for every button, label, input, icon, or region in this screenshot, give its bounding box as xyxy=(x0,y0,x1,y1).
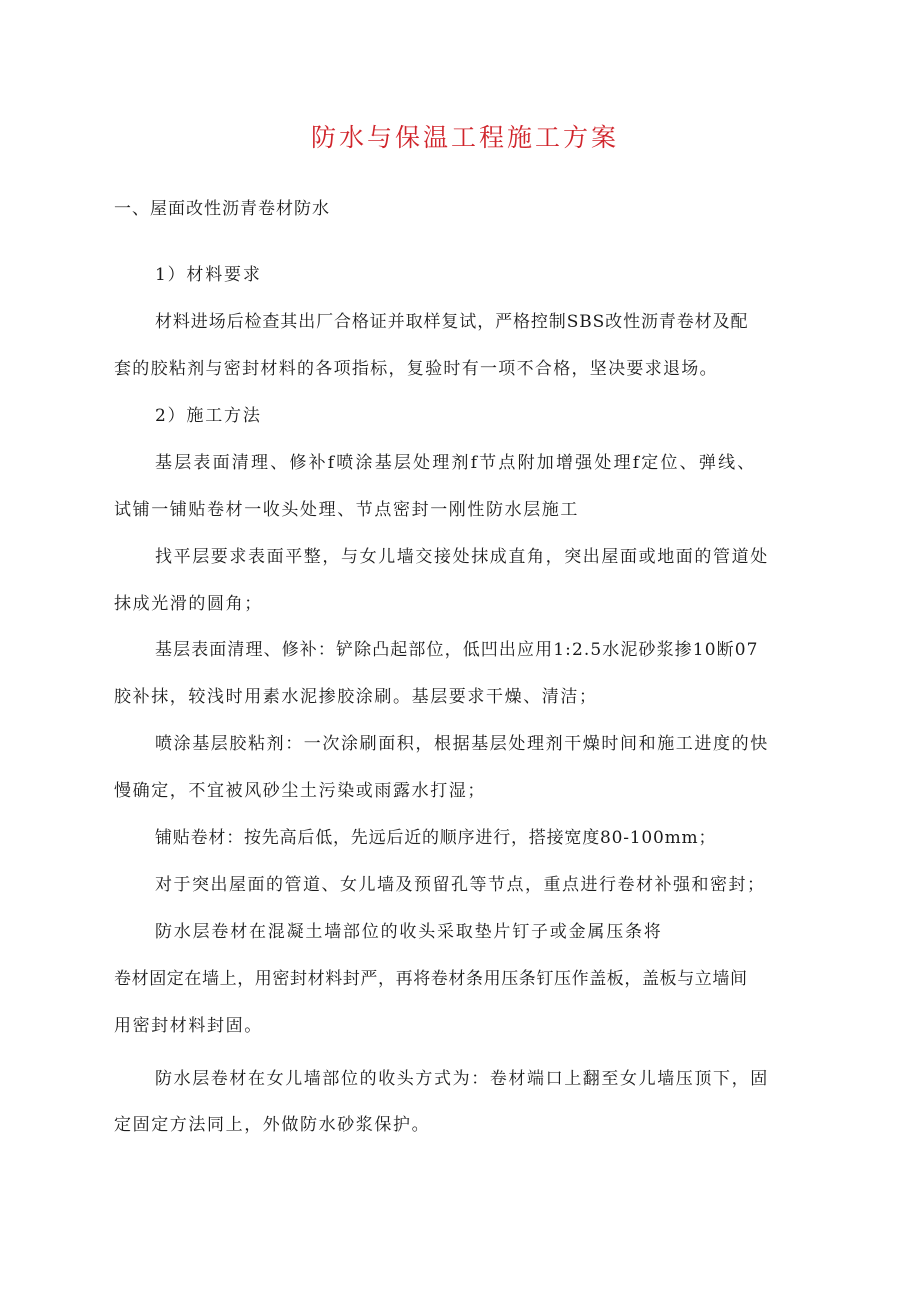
paragraph-line: 慢确定，不宜被风砂尘土污染或雨露水打湿； xyxy=(114,781,486,801)
paragraph-line: 防水层卷材在混凝土墙部位的收头采取垫片钉子或金属压条将 xyxy=(155,922,663,942)
paragraph-line: 材料进场后检查其出厂合格证并取样复试，严格控制SBS改性沥青卷材及配 xyxy=(155,312,749,332)
subheading-materials: 1）材料要求 xyxy=(155,265,262,285)
paragraph-line: 找平层要求表面平整，与女儿墙交接处抹成直角，突出屋面或地面的管道处 xyxy=(155,547,769,567)
paragraph-line: 抹成光滑的圆角； xyxy=(114,594,263,614)
paragraph-line: 试铺一铺贴卷材一收头处理、节点密封一刚性防水层施工 xyxy=(114,500,579,520)
section-heading: 一、屋面改性沥青卷材防水 xyxy=(114,199,330,219)
subheading-method: 2）施工方法 xyxy=(155,406,262,426)
paragraph-line: 胶补抹，较浅时用素水泥掺胶涂刷。基层要求干燥、清洁； xyxy=(114,687,598,707)
paragraph-line: 喷涂基层胶粘剂：一次涂刷面积，根据基层处理剂干燥时间和施工进度的快 xyxy=(155,734,769,754)
paragraph-line: 套的胶粘剂与密封材料的各项指标，复验时有一项不合格，坚决要求退场。 xyxy=(114,359,718,379)
document-title: 防水与保温工程施工方案 xyxy=(310,123,619,152)
paragraph-line: 基层表面清理、修补：铲除凸起部位，低凹出应用1:2.5水泥砂浆掺10断07 xyxy=(155,640,759,660)
paragraph-line: 卷材固定在墙上，用密封材料封严，再将卷材条用压条钉压作盖板，盖板与立墙间 xyxy=(114,969,748,989)
paragraph-line: 用密封材料封固。 xyxy=(114,1016,263,1036)
paragraph-line: 定固定方法同上，外做防水砂浆保护。 xyxy=(114,1115,431,1135)
paragraph-line: 基层表面清理、修补f喷涂基层处理剂f节点附加增强处理f定位、弹线、 xyxy=(155,453,757,473)
paragraph-line: 防水层卷材在女儿墙部位的收头方式为：卷材端口上翻至女儿墙压顶下，固 xyxy=(155,1069,769,1089)
paragraph-line: 对于突出屋面的管道、女儿墙及预留孔等节点，重点进行卷材补强和密封； xyxy=(155,875,766,895)
paragraph-line: 铺贴卷材：按先高后低，先远后近的顺序进行，搭接宽度80-100mm； xyxy=(155,828,717,848)
